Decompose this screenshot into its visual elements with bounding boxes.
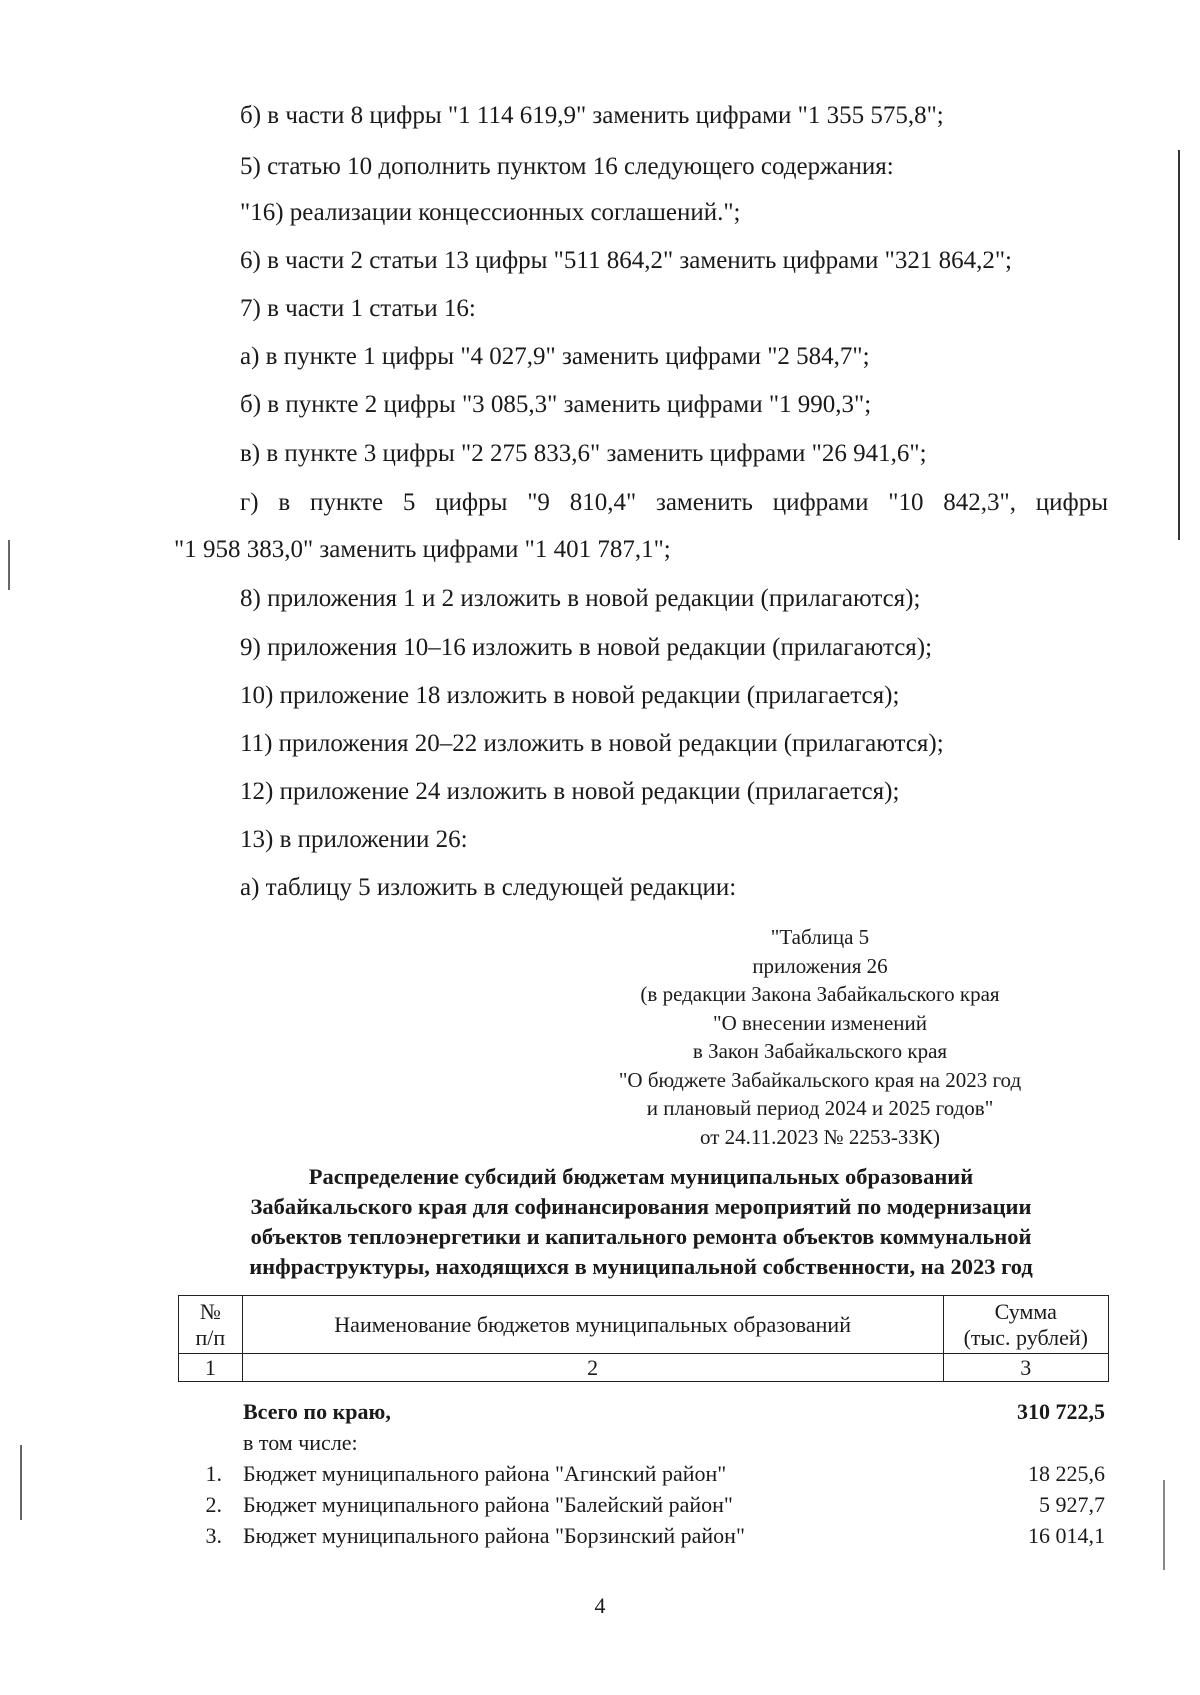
title-line: Распределение субсидий бюджетам муниципальных образований xyxy=(308,1164,974,1189)
caption-line: от 24.11.2023 № 2253-ЗЗК) xyxy=(700,1124,940,1149)
header-amount-units: (тыс. рублей) xyxy=(963,1324,1088,1350)
paragraph-justified xyxy=(174,488,1108,518)
scan-edge-mark-left xyxy=(8,540,10,590)
title-line: объектов теплоэнергетики и капитального ремонта объектов коммунальной xyxy=(250,1224,1032,1249)
total-label: Всего по краю, xyxy=(243,1399,391,1424)
caption-line: приложения 26 xyxy=(752,953,888,978)
table-title xyxy=(174,1162,1108,1282)
paragraph: а) в пункте 1 цифры "4 027,9" заменить цифрами "2 584,7"; xyxy=(240,343,870,370)
paragraph: б) в пункте 2 цифры "3 085,3" заменить цифрами "1 990,3"; xyxy=(240,391,872,418)
header-name-cell: Наименование бюджетов муниципальных образований xyxy=(242,1296,943,1354)
header-number-sign: № xyxy=(199,1298,221,1324)
header-amount-title: Сумма xyxy=(994,1298,1057,1324)
header-number-pp: п/п xyxy=(195,1324,226,1350)
row-amount: 5 927,7 xyxy=(1039,1492,1105,1517)
row-amount: 16 014,1 xyxy=(1028,1523,1105,1548)
caption-line: "О бюджете Забайкальского края на 2023 год xyxy=(618,1067,1022,1092)
scan-edge-mark-bottom-right xyxy=(1163,1480,1165,1570)
page-number: 4 xyxy=(594,1593,606,1618)
scan-edge-mark-right xyxy=(1178,150,1180,540)
row-name: Бюджет муниципального района "Агинский район" xyxy=(243,1461,727,1486)
paragraph: в) в пункте 3 цифры "2 275 833,6" заменить цифрами "26 941,6"; xyxy=(240,440,927,467)
header-number-cell xyxy=(179,1296,243,1354)
paragraph: 9) приложения 10–16 изложить в новой редакции (прилагаются); xyxy=(240,634,933,661)
table-caption xyxy=(520,923,1120,1151)
caption-line: (в редакции Закона Забайкальского края xyxy=(640,982,1000,1006)
including-label: в том числе: xyxy=(243,1430,358,1455)
paragraph: 12) приложение 24 изложить в новой редакции (прилагается); xyxy=(240,778,900,805)
column-number-1: 1 xyxy=(179,1354,243,1382)
paragraph: 5) статью 10 дополнить пунктом 16 следующего содержания: xyxy=(240,153,894,180)
paragraph: 13) в приложении 26: xyxy=(240,826,468,853)
paragraph: б) в части 8 цифры "1 114 619,9" заменить цифрами "1 355 575,8"; xyxy=(240,102,944,129)
title-line: Забайкальского края для софинансирования мероприятий по модернизации xyxy=(250,1194,1032,1219)
table-header xyxy=(178,1295,1109,1382)
paragraph: 10) приложение 18 изложить в новой редакции (прилагается); xyxy=(240,682,900,709)
row-name: Бюджет муниципального района "Борзинский район" xyxy=(243,1523,745,1548)
paragraph-continuation: "1 958 383,0" заменить цифрами "1 401 787,1"; xyxy=(174,536,671,563)
column-number-3: 3 xyxy=(943,1354,1108,1382)
paragraph: 7) в части 1 статьи 16: xyxy=(240,295,476,322)
caption-line: "О внесении изменений xyxy=(713,1010,927,1035)
total-value: 310 722,5 xyxy=(1017,1399,1105,1424)
paragraph-text: г) в пункте 5 цифры "9 810,4" заменить цифрами "10 842,3", цифры xyxy=(240,489,1108,516)
paragraph: 6) в части 2 статьи 13 цифры "511 864,2" заменить цифрами "321 864,2"; xyxy=(240,247,1012,274)
caption-line: "Таблица 5 xyxy=(770,925,870,949)
paragraph: "16) реализации концессионных соглашений."; xyxy=(240,199,741,226)
row-index: 2. xyxy=(205,1492,222,1517)
row-amount: 18 225,6 xyxy=(1028,1461,1105,1486)
column-number-2: 2 xyxy=(242,1354,943,1382)
title-line: инфраструктуры, находящихся в муниципальной собственности, на 2023 год xyxy=(249,1254,1033,1279)
row-index: 3. xyxy=(205,1523,222,1548)
row-name: Бюджет муниципального района "Балейский район" xyxy=(243,1492,733,1517)
scan-edge-mark-bottom-left xyxy=(20,1445,22,1520)
paragraph: 11) приложения 20–22 изложить в новой редакции (прилагаются); xyxy=(240,730,944,757)
row-index: 1. xyxy=(205,1461,222,1486)
caption-line: в Закон Забайкальского края xyxy=(692,1039,948,1063)
paragraph: 8) приложения 1 и 2 изложить в новой редакции (прилагаются); xyxy=(240,585,921,612)
caption-line: и плановый период 2024 и 2025 годов" xyxy=(646,1096,994,1120)
header-amount-cell xyxy=(943,1296,1108,1354)
paragraph: а) таблицу 5 изложить в следующей редакции: xyxy=(240,874,737,901)
